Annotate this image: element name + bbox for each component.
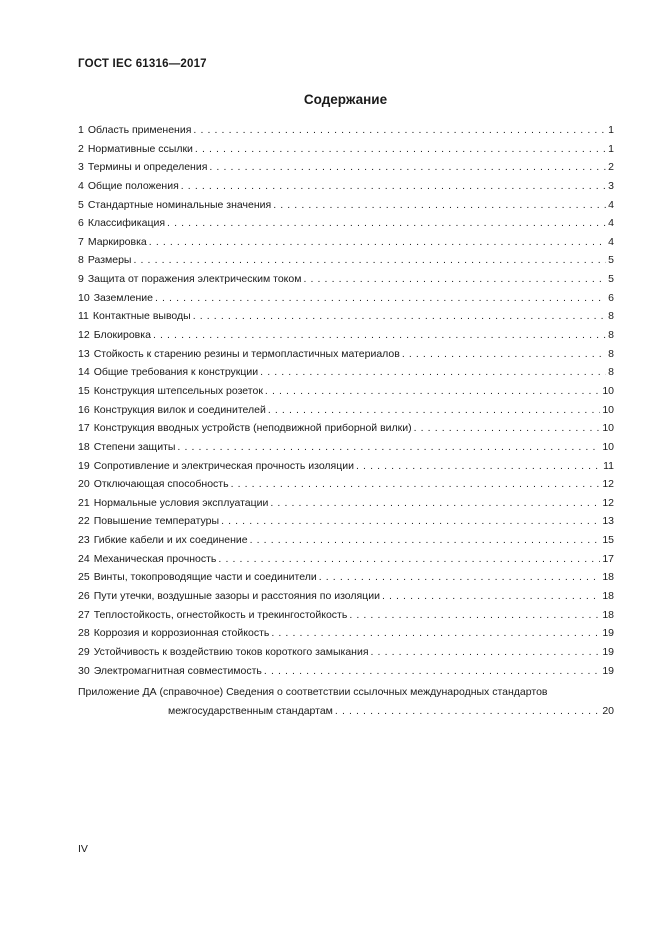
toc-entry-page-number: 13 bbox=[602, 515, 614, 528]
toc-entry-page-number: 4 bbox=[608, 198, 614, 211]
appendix-title: Приложение ДА (справочное) Сведения о соответствии ссылочных международных стандартов bbox=[78, 686, 548, 698]
toc-entry-number: 29 bbox=[78, 645, 90, 658]
toc-entry-title: Гибкие кабели и их соединение bbox=[93, 534, 248, 547]
toc-entry-number: 24 bbox=[78, 552, 90, 565]
toc-entry-page-number: 4 bbox=[608, 217, 614, 230]
leader-dots bbox=[335, 702, 600, 721]
toc-entry-number: 9 bbox=[78, 273, 84, 286]
toc-entry-number: 27 bbox=[78, 608, 90, 621]
toc-entry[interactable] bbox=[78, 345, 614, 364]
leader-dots bbox=[260, 363, 606, 382]
leader-dots bbox=[273, 196, 606, 215]
toc-entry-number: 30 bbox=[78, 664, 90, 677]
leader-dots bbox=[356, 457, 601, 476]
toc-entry-title: Размеры bbox=[87, 254, 132, 267]
toc-entry-page-number: 10 bbox=[602, 403, 614, 416]
toc-entry-page-number: 11 bbox=[603, 459, 614, 472]
toc-entry-page-number: 19 bbox=[602, 664, 614, 677]
toc-entry[interactable] bbox=[78, 624, 614, 643]
toc-entry-number: 22 bbox=[78, 515, 90, 528]
toc-entry-number: 21 bbox=[78, 496, 90, 509]
toc-entry-title: Стойкость к старению резины и термопластичных материалов bbox=[93, 347, 400, 360]
toc-entry-page-number: 3 bbox=[608, 179, 614, 192]
toc-entry-title: Заземление bbox=[93, 291, 153, 304]
toc-entry-title: Стандартные номинальные значения bbox=[87, 198, 272, 211]
leader-dots bbox=[264, 662, 600, 681]
leader-dots bbox=[414, 419, 601, 438]
toc-entry-title: Механическая прочность bbox=[93, 552, 217, 565]
toc-entry-number: 4 bbox=[78, 179, 84, 192]
toc-entry-page-number: 10 bbox=[602, 440, 614, 453]
toc-entry[interactable] bbox=[78, 401, 614, 420]
leader-dots bbox=[153, 326, 606, 345]
toc-entry-page-number: 8 bbox=[608, 347, 614, 360]
leader-dots bbox=[271, 624, 600, 643]
toc-entry[interactable] bbox=[78, 363, 614, 382]
toc-entry-title: Область применения bbox=[87, 124, 192, 136]
toc-entry-page-number: 18 bbox=[602, 590, 614, 603]
toc-entry-title: Устойчивость к воздействию токов короткого замыкания bbox=[93, 645, 369, 658]
toc-entry-title: Винты, токопроводящие части и соединители bbox=[93, 571, 317, 584]
toc-entry-page-number: 18 bbox=[602, 608, 614, 621]
toc-entry-title: Классификация bbox=[87, 217, 166, 230]
toc-entry-number: 26 bbox=[78, 590, 90, 603]
toc-entry-title: Конструкция штепсельных розеток bbox=[93, 384, 263, 397]
toc-entry[interactable] bbox=[78, 214, 614, 233]
toc-entry-title: Общие положения bbox=[87, 179, 179, 192]
toc-entry-page-number: 5 bbox=[608, 254, 614, 267]
toc-entry-page-number: 2 bbox=[608, 161, 614, 174]
toc-entry[interactable] bbox=[78, 438, 614, 457]
toc-entry-title: Защита от поражения электрическим током bbox=[87, 273, 302, 286]
toc-entry-title: Термины и определения bbox=[87, 161, 208, 174]
toc-entry[interactable] bbox=[78, 531, 614, 550]
leader-dots bbox=[155, 289, 606, 308]
leader-dots bbox=[181, 177, 606, 196]
leader-dots bbox=[193, 121, 606, 140]
toc-entry[interactable] bbox=[78, 326, 614, 345]
appendix-title-continued: межгосударственным стандартам bbox=[168, 704, 333, 717]
toc-entry-title: Конструкция вилок и соединителей bbox=[93, 403, 266, 416]
toc-entry-title: Коррозия и коррозионная стойкость bbox=[93, 627, 270, 640]
toc-entry[interactable] bbox=[78, 121, 614, 140]
leader-dots bbox=[268, 401, 600, 420]
toc-entry-page-number: 19 bbox=[602, 627, 614, 640]
toc-entry-number: 14 bbox=[78, 366, 90, 379]
toc-entry-number: 28 bbox=[78, 627, 90, 640]
toc-entry-page-number: 10 bbox=[602, 422, 614, 435]
toc-entry-title: Нормальные условия эксплуатации bbox=[93, 496, 269, 509]
toc-entry[interactable] bbox=[78, 289, 614, 308]
leader-dots bbox=[209, 158, 606, 177]
toc-entry-number: 2 bbox=[78, 142, 84, 155]
toc-entry-title: Нормативные ссылки bbox=[87, 142, 193, 155]
toc-entry-number: 3 bbox=[78, 161, 84, 174]
toc-entry-title: Отключающая способность bbox=[93, 478, 229, 491]
toc-entry-number: 11 bbox=[78, 310, 89, 323]
toc-entry-page-number: 8 bbox=[608, 366, 614, 379]
toc-entry-page-number: 19 bbox=[602, 645, 614, 658]
leader-dots bbox=[193, 307, 606, 326]
leader-dots bbox=[218, 550, 600, 569]
toc-entry-title: Контактные выводы bbox=[92, 310, 191, 323]
toc-entry-title: Пути утечки, воздушные зазоры и расстояния по изоляции bbox=[93, 590, 380, 603]
toc-entry-number: 25 bbox=[78, 571, 90, 584]
toc-entry-number: 20 bbox=[78, 478, 90, 491]
leader-dots bbox=[349, 606, 600, 625]
leader-dots bbox=[270, 494, 600, 513]
leader-dots bbox=[371, 643, 601, 662]
leader-dots bbox=[167, 214, 606, 233]
toc-entry-page-number: 6 bbox=[608, 291, 614, 304]
toc-entry-title: Электромагнитная совместимость bbox=[93, 664, 262, 677]
toc-title: Содержание bbox=[303, 92, 388, 107]
toc-entry-title: Общие требования к конструкции bbox=[93, 366, 259, 379]
toc-entry[interactable] bbox=[78, 550, 614, 569]
page-number: IV bbox=[78, 843, 88, 855]
appendix-page-number: 20 bbox=[602, 704, 614, 717]
toc-entry[interactable] bbox=[78, 475, 614, 494]
toc-entry-title: Теплостойкость, огнестойкость и трекингостойкость bbox=[93, 608, 348, 621]
table-of-contents bbox=[78, 121, 614, 680]
leader-dots bbox=[231, 475, 601, 494]
toc-entry[interactable] bbox=[78, 382, 614, 401]
toc-entry[interactable] bbox=[78, 196, 614, 215]
toc-entry-number: 17 bbox=[78, 422, 90, 435]
toc-entry-page-number: 10 bbox=[602, 384, 614, 397]
toc-entry-number: 5 bbox=[78, 198, 84, 211]
toc-entry-page-number: 4 bbox=[608, 235, 614, 248]
toc-entry[interactable] bbox=[78, 606, 614, 625]
toc-entry[interactable] bbox=[78, 177, 614, 196]
leader-dots bbox=[303, 270, 606, 289]
toc-entry-page-number: 18 bbox=[602, 571, 614, 584]
toc-entry-page-number: 8 bbox=[608, 310, 614, 323]
leader-dots bbox=[177, 438, 600, 457]
toc-entry-title: Маркировка bbox=[87, 235, 147, 248]
toc-entry-title: Блокировка bbox=[93, 329, 151, 342]
leader-dots bbox=[133, 251, 606, 270]
toc-entry[interactable] bbox=[78, 568, 614, 587]
toc-entry[interactable] bbox=[78, 512, 614, 531]
leader-dots bbox=[319, 568, 601, 587]
toc-entry[interactable] bbox=[78, 270, 614, 289]
leader-dots bbox=[402, 345, 606, 364]
toc-entry[interactable] bbox=[78, 587, 614, 606]
toc-appendix-entry[interactable] bbox=[78, 683, 614, 720]
toc-entry-number: 7 bbox=[78, 235, 84, 248]
leader-dots bbox=[382, 587, 600, 606]
toc-entry-page-number: 12 bbox=[602, 478, 614, 491]
toc-entry-number: 19 bbox=[78, 459, 90, 472]
toc-entry-page-number: 5 bbox=[608, 273, 614, 286]
toc-entry-title: Степени защиты bbox=[93, 440, 176, 453]
leader-dots bbox=[250, 531, 601, 550]
toc-entry[interactable] bbox=[78, 419, 614, 438]
toc-entry-number: 10 bbox=[78, 291, 90, 304]
toc-entry-number: 6 bbox=[78, 217, 84, 230]
toc-entry-title: Конструкция вводных устройств (неподвижной приборной вилки) bbox=[93, 422, 412, 435]
toc-entry-page-number: 1 bbox=[608, 124, 614, 136]
leader-dots bbox=[221, 512, 600, 531]
toc-entry-number: 8 bbox=[78, 254, 84, 267]
leader-dots bbox=[149, 233, 606, 252]
toc-entry[interactable] bbox=[78, 233, 614, 252]
toc-entry[interactable] bbox=[78, 140, 614, 159]
document-code: ГОСТ IEC 61316—2017 bbox=[78, 58, 207, 70]
toc-entry-page-number: 1 bbox=[608, 142, 614, 155]
toc-entry-number: 23 bbox=[78, 534, 90, 547]
toc-entry-page-number: 8 bbox=[608, 329, 614, 342]
toc-entry-number: 18 bbox=[78, 440, 90, 453]
toc-entry-title: Повышение температуры bbox=[93, 515, 220, 528]
toc-entry-number: 13 bbox=[78, 347, 90, 360]
toc-entry[interactable] bbox=[78, 457, 614, 476]
toc-entry[interactable] bbox=[78, 158, 614, 177]
toc-entry[interactable] bbox=[78, 251, 614, 270]
toc-entry-number: 15 bbox=[78, 384, 90, 397]
toc-entry[interactable] bbox=[78, 662, 614, 681]
toc-entry[interactable] bbox=[78, 307, 614, 326]
toc-entry-title: Сопротивление и электрическая прочность изоляции bbox=[93, 459, 354, 472]
toc-entry-page-number: 17 bbox=[602, 552, 614, 565]
toc-entry-number: 12 bbox=[78, 329, 90, 342]
toc-entry-page-number: 15 bbox=[602, 534, 614, 547]
toc-entry-page-number: 12 bbox=[602, 496, 614, 509]
leader-dots bbox=[265, 382, 600, 401]
toc-entry-number: 16 bbox=[78, 403, 90, 416]
toc-entry-number: 1 bbox=[78, 124, 84, 136]
leader-dots bbox=[195, 140, 606, 159]
toc-entry[interactable] bbox=[78, 494, 614, 513]
toc-entry[interactable] bbox=[78, 643, 614, 662]
